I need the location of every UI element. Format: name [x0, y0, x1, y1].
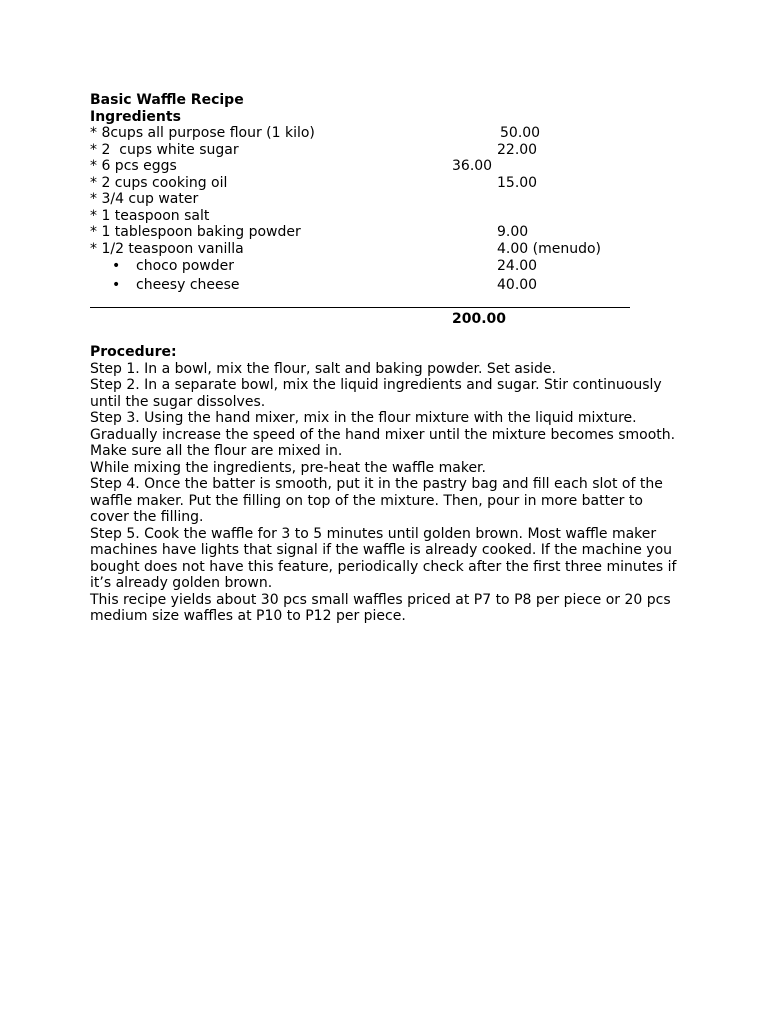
ingredient-price: 40.00: [497, 277, 538, 293]
total-amount: 200.00: [452, 311, 507, 327]
procedure-line: bought does not have this feature, periodically check after the first three minutes if: [90, 558, 677, 575]
ingredient-name: * 3/4 cup water: [90, 191, 199, 207]
ingredient-row: [90, 257, 690, 276]
procedure-line: Step 3. Using the hand mixer, mix in the flour mixture with the liquid mixture.: [90, 410, 637, 426]
ingredient-name: choco powder: [136, 258, 235, 274]
ingredient-list: [90, 125, 690, 295]
procedure-line: cover the filling.: [90, 509, 204, 525]
ingredient-row: [90, 276, 690, 295]
ingredient-price: 36.00: [452, 158, 493, 174]
ingredient-name: * 6 pcs eggs: [90, 158, 177, 174]
ingredient-price: 15.00: [497, 174, 538, 191]
ingredient-row: [90, 191, 690, 208]
ingredient-row: [90, 208, 690, 225]
ingredient-name: cheesy cheese: [136, 277, 240, 293]
total-divider: [90, 307, 630, 308]
procedure-line: machines have lights that signal if the waffle is already cooked. If the machine you: [90, 542, 673, 558]
ingredient-name: * 2 cups white sugar: [90, 141, 239, 158]
ingredient-row: [90, 224, 690, 241]
ingredient-price: 22.00: [497, 141, 538, 158]
procedure-line: until the sugar dissolves.: [90, 393, 266, 410]
ingredient-name: * 1 tablespoon baking powder: [90, 224, 301, 240]
procedure-line: Step 5. Cook the waffle for 3 to 5 minutes until golden brown. Most waffle maker: [90, 525, 657, 542]
ingredient-name: * 1/2 teaspoon vanilla: [90, 240, 244, 257]
procedure-line: Gradually increase the speed of the hand mixer until the mixture becomes smooth.: [90, 426, 676, 443]
procedure-line: Make sure all the flour are mixed in.: [90, 443, 343, 459]
procedure-line: it’s already golden brown.: [90, 575, 273, 591]
ingredient-price: 9.00: [497, 224, 529, 240]
procedure-line: Step 4. Once the batter is smooth, put it in the pastry bag and fill each slot of the: [90, 476, 663, 492]
ingredient-name: * 1 teaspoon salt: [90, 207, 210, 224]
ingredients-heading: Ingredients: [90, 108, 181, 125]
ingredient-price: 50.00: [500, 125, 541, 141]
ingredient-row: [90, 142, 690, 159]
ingredient-price: 24.00: [497, 258, 538, 274]
ingredient-row: [90, 241, 690, 258]
document-title: Basic Waffle Recipe: [90, 92, 244, 108]
procedure-section: [90, 344, 680, 625]
bullet-icon: •: [112, 277, 121, 293]
ingredient-name: * 8cups all purpose flour (1 kilo): [90, 125, 315, 141]
bullet-icon: •: [112, 258, 121, 274]
recipe-document: [90, 92, 690, 624]
procedure-heading: Procedure:: [90, 344, 177, 360]
procedure-line: While mixing the ingredients, pre-heat the waffle maker.: [90, 459, 486, 476]
ingredient-row: [90, 125, 690, 142]
procedure-line: Step 2. In a separate bowl, mix the liquid ingredients and sugar. Stir continuously: [90, 377, 662, 393]
procedure-line: Step 1. In a bowl, mix the flour, salt and baking powder. Set aside.: [90, 360, 556, 377]
procedure-line: This recipe yields about 30 pcs small waffles priced at P7 to P8 per piece or 20 pcs: [90, 591, 671, 608]
procedure-line: waffle maker. Put the filling on top of the mixture. Then, pour in more batter to: [90, 492, 643, 509]
procedure-line: medium size waffles at P10 to P12 per piece.: [90, 608, 406, 624]
ingredient-row: [90, 158, 690, 175]
ingredient-price: 4.00 (menudo): [497, 240, 601, 257]
ingredient-row: [90, 175, 690, 192]
ingredient-name: * 2 cups cooking oil: [90, 174, 228, 191]
